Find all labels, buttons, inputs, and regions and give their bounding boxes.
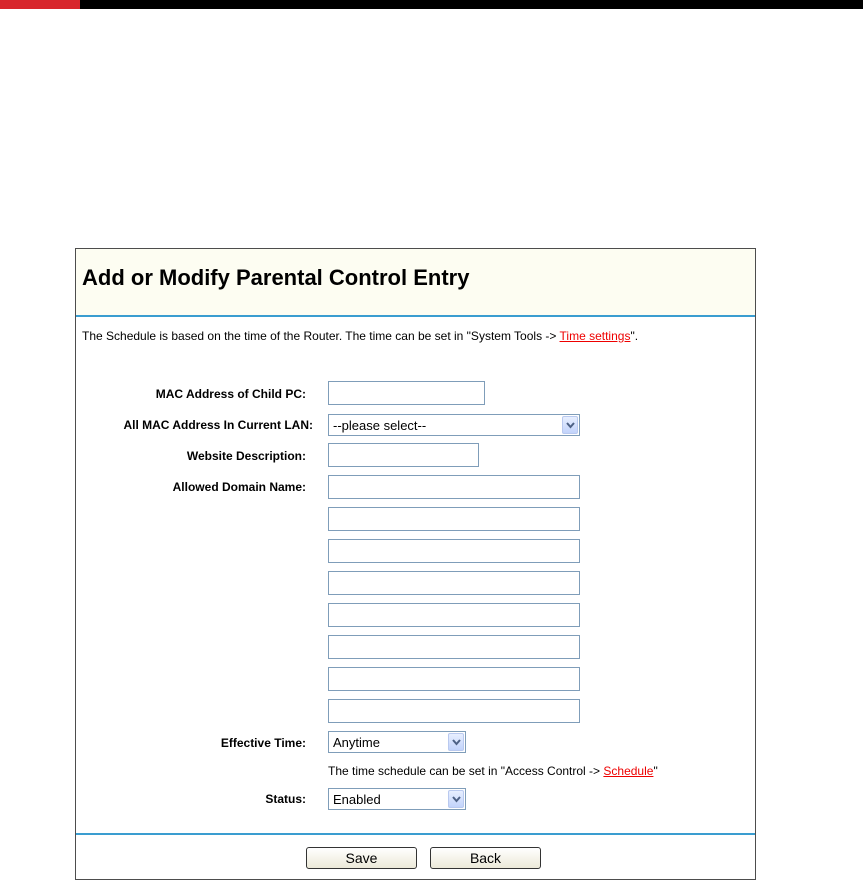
chevron-down-icon[interactable] xyxy=(562,416,578,434)
mac-child-label: MAC Address of Child PC: xyxy=(155,387,306,401)
allowed-domain-label: Allowed Domain Name: xyxy=(172,480,306,494)
allowed-domain-input[interactable] xyxy=(328,571,580,595)
allowed-domain-input[interactable] xyxy=(328,667,580,691)
title-divider xyxy=(76,315,755,317)
website-desc-input[interactable] xyxy=(328,443,479,467)
time-settings-link[interactable]: Time settings xyxy=(559,329,631,343)
website-desc-label: Website Description: xyxy=(186,449,306,463)
schedule-note-suffix: " xyxy=(653,764,658,778)
top-bar xyxy=(0,0,863,9)
all-mac-label: All MAC Address In Current LAN: xyxy=(123,418,313,432)
all-mac-select[interactable] xyxy=(328,414,580,436)
info-prefix: The Schedule is based on the time of the Router. The time can be set in "System Tools -> xyxy=(82,329,560,343)
save-button[interactable]: Save xyxy=(306,847,417,869)
allowed-domain-input[interactable] xyxy=(328,539,580,563)
page-title: Add or Modify Parental Control Entry xyxy=(82,265,470,290)
top-bar-accent xyxy=(0,0,80,9)
schedule-note-prefix: The time schedule can be set in "Access Control -> xyxy=(328,764,604,778)
allowed-domain-input[interactable] xyxy=(328,475,580,499)
chevron-down-icon[interactable] xyxy=(448,733,464,751)
mac-child-input[interactable] xyxy=(328,381,485,405)
chevron-down-icon[interactable] xyxy=(448,790,464,808)
allowed-domain-input[interactable] xyxy=(328,699,580,723)
back-button[interactable]: Back xyxy=(430,847,541,869)
title-area xyxy=(76,249,755,315)
bottom-divider xyxy=(76,833,755,835)
status-select[interactable] xyxy=(328,788,466,810)
effective-time-label: Effective Time: xyxy=(220,736,306,750)
effective-time-select[interactable] xyxy=(328,731,466,753)
schedule-link[interactable]: Schedule xyxy=(603,764,654,778)
schedule-note xyxy=(328,764,658,778)
all-mac-select-value: --please select-- xyxy=(333,418,427,433)
allowed-domain-input[interactable] xyxy=(328,507,580,531)
schedule-info-text xyxy=(82,329,638,343)
status-label: Status: xyxy=(265,792,306,806)
allowed-domain-input[interactable] xyxy=(328,635,580,659)
parental-control-panel xyxy=(75,248,756,880)
status-select-value: Enabled xyxy=(333,792,381,807)
effective-time-select-value: Anytime xyxy=(333,735,380,750)
info-suffix: ". xyxy=(630,329,639,343)
allowed-domain-input[interactable] xyxy=(328,603,580,627)
